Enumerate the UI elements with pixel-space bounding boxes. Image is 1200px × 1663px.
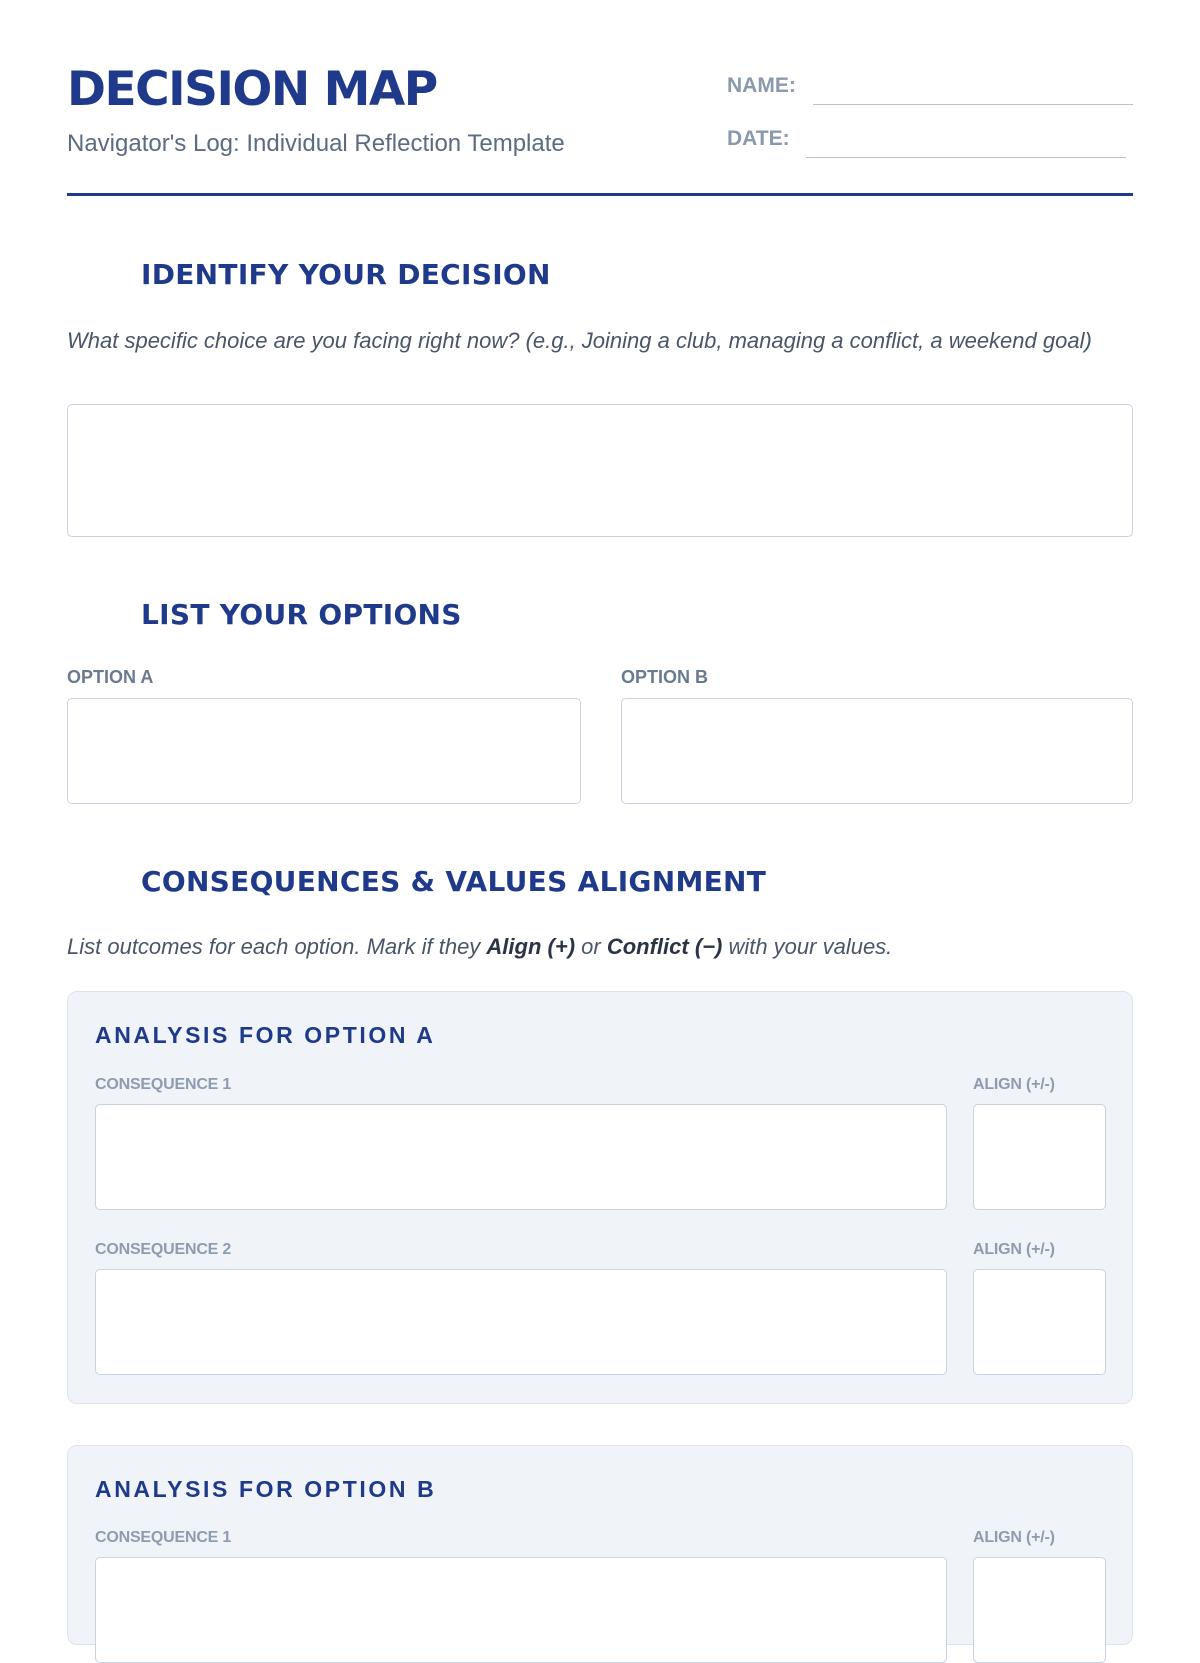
option-b-label: OPTION B bbox=[621, 667, 709, 687]
align-label: ALIGN (+/-) bbox=[973, 1529, 1055, 1546]
consequence-field[interactable] bbox=[95, 1557, 947, 1663]
prompt-text: with your values. bbox=[722, 934, 893, 959]
align-field[interactable] bbox=[973, 1104, 1106, 1210]
analysis-option-a-title: ANALYSIS FOR OPTION A bbox=[95, 1022, 436, 1048]
page-subtitle: Navigator's Log: Individual Reflection Template bbox=[67, 130, 565, 157]
option-a-label: OPTION A bbox=[67, 667, 154, 687]
align-label: ALIGN (+/-) bbox=[973, 1076, 1055, 1093]
align-label: ALIGN (+/-) bbox=[973, 1241, 1055, 1258]
list-options-heading: LIST YOUR OPTIONS bbox=[141, 598, 462, 631]
identify-decision-prompt: What specific choice are you facing right now? (e.g., Joining a club, managing a conflict, a weekend goal) bbox=[67, 328, 1092, 353]
option-b-field[interactable] bbox=[621, 698, 1133, 804]
consequence-label: CONSEQUENCE 2 bbox=[95, 1241, 232, 1258]
consequences-heading: CONSEQUENCES & VALUES ALIGNMENT bbox=[141, 865, 767, 898]
align-field[interactable] bbox=[973, 1557, 1106, 1663]
align-field[interactable] bbox=[973, 1269, 1106, 1375]
date-label: DATE: bbox=[727, 127, 790, 150]
date-field[interactable] bbox=[806, 157, 1126, 158]
consequence-label: CONSEQUENCE 1 bbox=[95, 1076, 232, 1093]
consequences-prompt bbox=[67, 930, 1133, 964]
consequence-field[interactable] bbox=[95, 1104, 947, 1210]
name-field[interactable] bbox=[813, 104, 1133, 105]
page-title: DECISION MAP bbox=[67, 62, 437, 117]
name-label: NAME: bbox=[727, 74, 796, 97]
prompt-text: or bbox=[575, 934, 607, 959]
consequence-field[interactable] bbox=[95, 1269, 947, 1375]
option-a-field[interactable] bbox=[67, 698, 581, 804]
analysis-option-b-title: ANALYSIS FOR OPTION B bbox=[95, 1476, 437, 1502]
consequence-label: CONSEQUENCE 1 bbox=[95, 1529, 232, 1546]
identify-decision-heading: IDENTIFY YOUR DECISION bbox=[141, 258, 551, 291]
conflict-term: Conflict (−) bbox=[606, 934, 723, 959]
align-term: Align (+) bbox=[486, 934, 576, 959]
decision-response-field[interactable] bbox=[67, 404, 1133, 537]
prompt-text: List outcomes for each option. Mark if they bbox=[67, 934, 487, 959]
header-divider bbox=[67, 193, 1133, 196]
